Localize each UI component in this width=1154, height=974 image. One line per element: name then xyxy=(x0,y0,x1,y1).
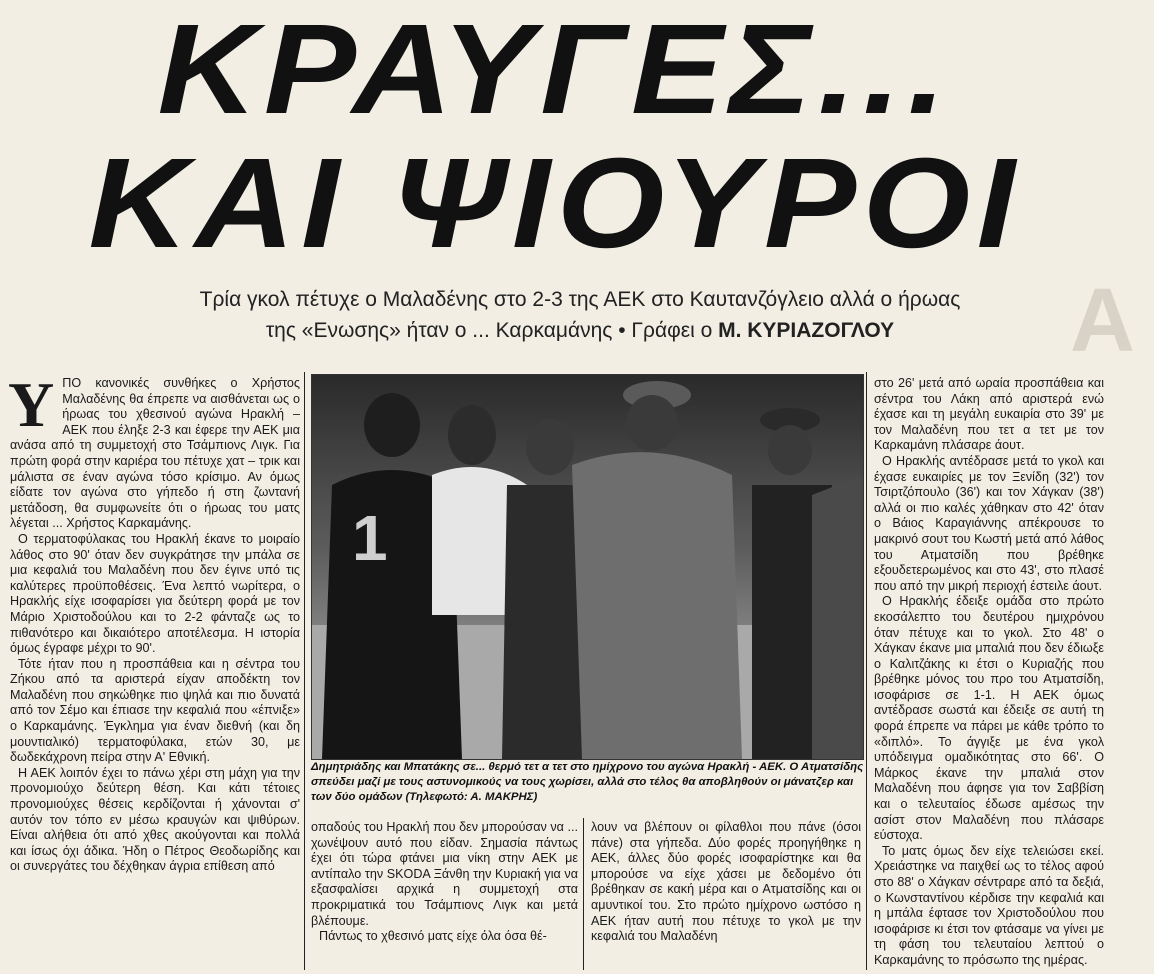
headline-line-2: ΚΑΙ ΨΙΟΥΡΟΙ xyxy=(88,132,1022,275)
deck-line-1: Τρία γκολ πέτυχε ο Μαλαδένης στο 2-3 της ΑΕΚ στο Καυτανζόγλειο αλλά ο ήρωας xyxy=(199,288,961,311)
drop-cap: Υ xyxy=(8,369,55,440)
article-paragraph: στο 26' μετά από ωραία προσπάθεια και σέντρα του Λάκη από αριστερά ενώ έχασε και τη μεγάλη ευκαιρία στο 39' με τον Μαλαδένη που τετ α τετ με τον Καρκαμάνη πλάσαρε άουτ. xyxy=(874,376,1104,453)
article-paragraph: Η ΑΕΚ λοιπόν έχει το πάνω χέρι στη μάχη για την προνομιούχο δεύτερη θέση. Και κάτι τέτοιες προνομιούχες θέσεις κερδίζονται ή χάνονται σ' αυτόν τον τόπο εν μέσω κραυγών και ψιθύρων. Είναι αλήθεια ότι από χθες ακούγονται και πολλά και ίσως όχι άδικα. Ήδη ο Πέτρος Θεοδωρίδης και οι συνεργάτες του δέχθηκαν άγρια επίθεση από xyxy=(10,765,300,874)
article-paragraph: Πάντως το χθεσινό ματς είχε όλα όσα θέ- xyxy=(319,929,547,944)
photo-match-scuffle xyxy=(311,374,864,760)
deck-line-2-text: της «Ενωσης» ήταν ο ... Καρκαμάνης • Γράφει ο xyxy=(265,319,719,342)
article-paragraph: λουν να βλέπουν οι φίλαθλοι που πάνε (όσοι πάνε) στα γήπεδα. Δύο φορές προηγήθηκε η ΑΕΚ, άλλες δύο φορές ισοφαρίστηκε και θα μπορούσε να είχε χάσει με δεδομένο ότι βρέθηκαν σε κακή μέρα και ο Ατματσίδης και οι αμυντικοί του. Στο πρώτο ημίχρονο ωστόσο η ΑΕΚ ήταν αυτή που πέτυχε το γκολ με την κεφαλιά του Μαλαδένη xyxy=(591,820,861,944)
article-column-2 xyxy=(311,820,578,972)
byline-author: Μ. ΚΥΡΙΑΖΟΓΛΟΥ xyxy=(718,319,895,342)
column-rule-right xyxy=(866,372,867,970)
article-paragraph: Ο Ηρακλής έδειξε ομάδα στο πρώτο εκοσάλεπτο του δευτέρου ημιχρόνου όταν πέτυχε και το γκολ. Στο 48' ο Χάγκαν έκανε μια μπαλιά που δεν έδιωξε ο Καλιτζάκης κι έτσι ο Κυριαζής που βρέθηκε μόνος του προ του Ατματσίδη, ισοφάρισε σε 1-1. Η ΑΕΚ όμως αντέδρασε σωστά και έδειξε σε αυτή τη φορά έπρεπε να πάρει με κάθε τρόπο το «διπλό». Το άγγιξε με ένα γκολ υπόδειγμα ομαδικότητας στο 66'. Ο Μάρκος έκανε την μπαλιά στον Μαλαδένη που άφησε για τον Σαββίση και ο τελευταίος έδωσε αμέσως την ασίστ στον Μαλαδένη που πλάσαρε εύστοχα. xyxy=(874,594,1104,843)
article-paragraph: Ο Ηρακλής αντέδρασε μετά το γκολ και έχασε ευκαιρίες με τον Ξενίδη (32') τον Τσιρτζόπουλο (36') και τον Χάγκαν (38') αλλά οι πιο καλές χάθηκαν στο 42' όταν ο Βάιος Καραγιάννης απέκρουσε το μακρινό σουτ του Κωστή μετά από λάθος του Ατματσίδη που βρέθηκε εξουδετερωμένος και στο 43', στο πλασέ που από την μικρή περιοχή έστειλε άουτ. xyxy=(874,453,1104,593)
article-column-3 xyxy=(591,820,861,972)
deck-line-2 xyxy=(130,316,1030,346)
column-rule-mid xyxy=(583,818,584,970)
article-paragraph: ΠΟ κανονικές συνθήκες ο Χρήστος Μαλαδένης θα έπρεπε να αισθάνεται ως ο ήρωας του χθεσινού αγώνα Ηρακλή – ΑΕΚ που έληξε 2-3 και έφερε την ΑΕΚ μια ανάσα από τη συμμετοχή στο Τσάμπιονς Λιγκ. Για πρώτη φορά στην καριέρα του πέτυχε χατ – τρικ και μάλιστα σε έναν αγώνα τόσο κρίσιμο. Αν όμως είδατε τον αγώνα στο γήπεδο ή στη ζωντανή μετάδοση, θα συμφωνείτε ότι ο ήρωας του ματς λέγεται ... Χρήστος Καρκαμάνης. xyxy=(10,376,300,531)
background-letter-decoration: Α xyxy=(1070,271,1135,371)
article-paragraph: Το ματς όμως δεν είχε τελειώσει εκεί. Χρειάστηκε να παιχθεί ως το τέλος αφού στο 88' ο Χάγκαν σέντραρε από τα δεξιά, ο Κωνσταντίνου κέρδισε την κεφαλιά και η μπάλα έφτασε τον Χριστοδούλου που ισοφάρισε κι έτσι τον φτάσαμε να γίνει με τη φάση του τελευταίου λεπτού ο Καρκαμάνης το πρόσωπο της ημέρας. xyxy=(874,843,1104,967)
photo-caption: Δημητριάδης και Μπατάκης σε... θερμό τετ α τετ στο ημίχρονο του αγώνα Ηρακλή - ΑΕΚ. Ο Ατματσίδης σπεύδει μαζί με τους αστυνομικούς να τους χωρίσει, αλλά στο τέλος θα αποβληθούν οι μάνατζερ και των δύο ομάδων (Τηλεφωτό: Α. ΜΑΚΡΗΣ) xyxy=(311,761,864,803)
article-column-4 xyxy=(874,376,1104,972)
column-rule-left xyxy=(304,372,305,970)
photo-illustration xyxy=(312,375,863,759)
article-paragraph: Ο τερματοφύλακας του Ηρακλή έκανε το μοιραίο λάθος στο 90' όταν δεν συγκράτησε την μπάλα σε μια κεφαλιά του Μαλαδένη που δεν έγινε υπό τις καλύτερες προϋποθέσεις. Ένα λεπτό νωρίτερα, ο Ηρακλής είχε ισοφαρίσει για δεύτερη φορά με τον Μάριο Χριστοδούλου και το 2-2 φάνταζε ως το πιθανότερο και δικαιότερο αποτέλεσμα. Η ιστορία όμως έγραφε μέχρι το 90'. xyxy=(10,531,300,656)
article-paragraph: οπαδούς του Ηρακλή που δεν μπορούσαν να ... χωνέψουν αυτό που είδαν. Σημασία πάντως έχει ότι τώρα φτάνει μια νίκη στην ΑΕΚ με αντίπαλο την SKODA Ξάνθη την Κυριακή για να εξασφαλίσει αρχικά η συμμετοχή στα προκριματικά του Τσάμπιονς Λιγκ και μετά βλέπουμε. xyxy=(311,820,578,928)
svg-text:1: 1 xyxy=(352,502,388,574)
article-paragraph: Τότε ήταν που η προσπάθεια και η σέντρα του Ζήκου από τα αριστερά είχαν αποδέκτη τον Μαλαδένη που σηκώθηκε πιο ψηλά και πιο δυνατά από τον Σέμο και έπιασε την κεφαλιά που «έπνιξε» ο Καρκαμάνης. Έγκλημα για έναν διεθνή (και δη μουντιαλικό) τερματοφύλακα, ετών 30, με δωδεκάχρονη πείρα στην Α' Εθνική. xyxy=(10,656,300,765)
headline-line-1: ΚΡΑΥΓΕΣ... xyxy=(157,0,953,141)
article-column-1 xyxy=(8,369,300,972)
